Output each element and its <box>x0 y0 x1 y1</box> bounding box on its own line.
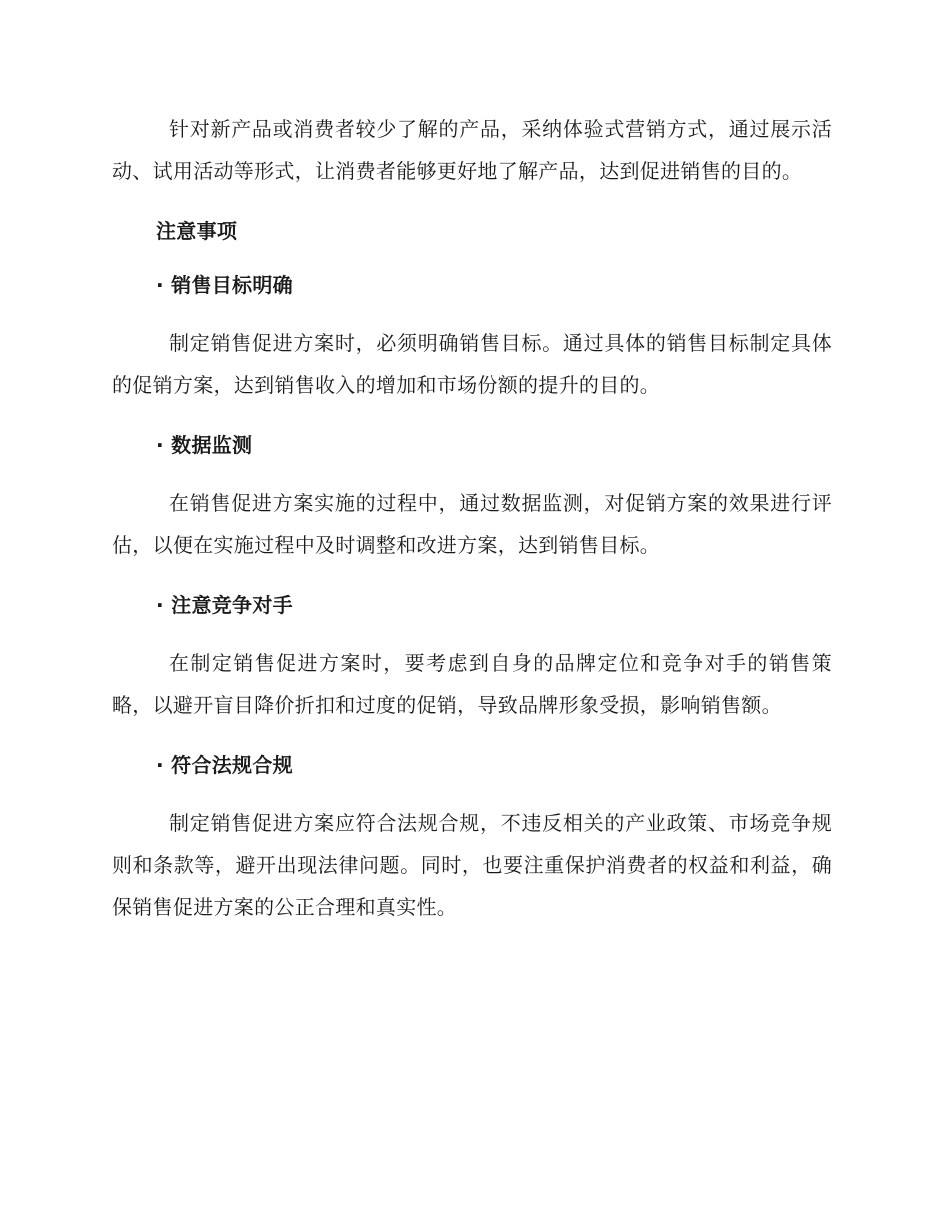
intro-paragraph: 针对新产品或消费者较少了解的产品，采纳体验式营销方式，通过展示活动、试用活动等形式，让消费者能够更好地了解产品，达到促进销售的目的。 <box>112 117 832 183</box>
document-page <box>112 108 832 928</box>
item-heading-data-monitoring: · 数据监测 <box>156 433 253 457</box>
item-heading-competitors: · 注意竞争对手 <box>156 593 293 617</box>
item-body-competitors: 在制定销售促进方案时，要考虑到自身的品牌定位和竞争对手的销售策略，以避开盲目降价折扣和过度的促销，导致品牌形象受损，影响销售额。 <box>112 651 832 717</box>
item-body-sales-target: 制定销售促进方案时，必须明确销售目标。通过具体的销售目标制定具体的促销方案，达到销售收入的增加和市场份额的提升的目的。 <box>112 331 832 397</box>
item-body-data-monitoring: 在销售促进方案实施的过程中，通过数据监测，对促销方案的效果进行评估，以便在实施过程中及时调整和改进方案，达到销售目标。 <box>112 491 832 557</box>
item-body-compliance: 制定销售促进方案应符合法规合规，不违反相关的产业政策、市场竞争规则和条款等，避开出现法律问题。同时，也要注重保护消费者的权益和利益，确保销售促进方案的公正合理和真实性。 <box>112 811 832 919</box>
item-heading-sales-target: · 销售目标明确 <box>156 273 293 297</box>
item-heading-compliance: · 符合法规合规 <box>156 753 293 777</box>
section-title: 注意事项 <box>156 219 238 243</box>
